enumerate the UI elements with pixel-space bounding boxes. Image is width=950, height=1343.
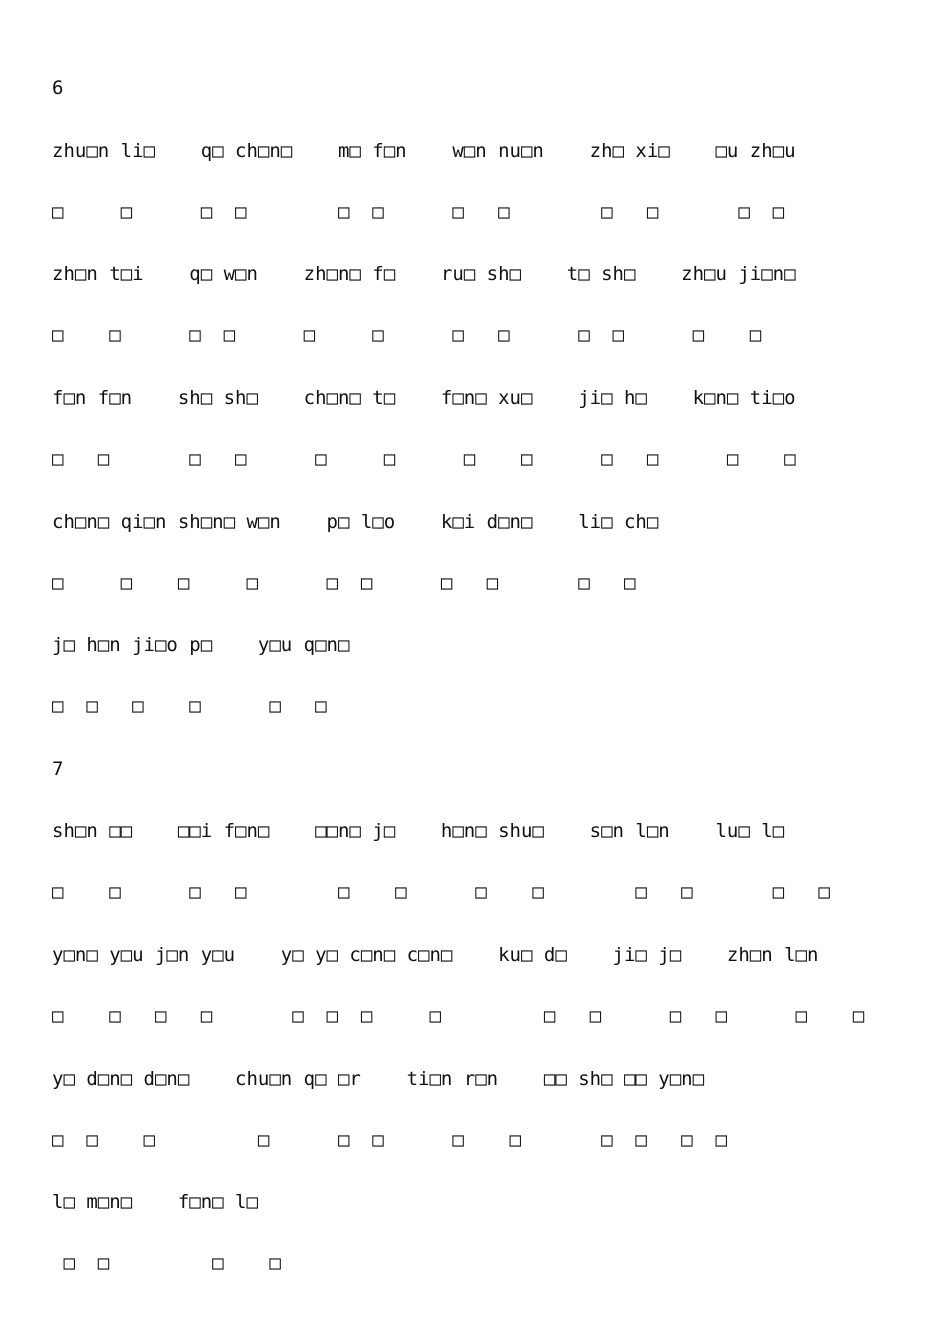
character-box-row: □ □ □ □ □ □ □ □ □ □ □ □ <box>52 324 762 346</box>
section-number: 7 <box>52 758 64 780</box>
character-box-row: □ □ □ □ □ □ □ □ □ □ <box>52 572 636 594</box>
character-box-row: □ □ □ □ □ □ □ □ □ □ □ □ <box>52 448 796 470</box>
character-box-row: □ □ □ □ □ □ <box>52 695 327 717</box>
pinyin-row: ch□n□ qi□n sh□n□ w□n p□ l□o k□i d□n□ li□ ch□ <box>52 511 659 533</box>
pinyin-row: y□ d□n□ d□n□ chu□n q□ □r ti□n r□n □□ sh□ □□ y□n□ <box>52 1068 705 1090</box>
character-box-row: □ □ □ □ <box>52 1252 281 1274</box>
section-number: 6 <box>52 77 64 99</box>
pinyin-row: f□n f□n sh□ sh□ ch□n□ t□ f□n□ xu□ ji□ h□ k□n□ ti□o <box>52 387 796 409</box>
character-box-row: □ □ □ □ □ □ □ □ □ □ □ □ □ □ <box>52 1005 865 1027</box>
pinyin-row: y□n□ y□u j□n y□u y□ y□ c□n□ c□n□ ku□ d□ ji□ j□ zh□n l□n <box>52 944 819 966</box>
character-box-row: □ □ □ □ □ □ □ □ □ □ □ □ <box>52 201 785 223</box>
pinyin-row: j□ h□n ji□o p□ y□u q□n□ <box>52 634 350 656</box>
character-box-row: □ □ □ □ □ □ □ □ □ □ □ □ <box>52 881 830 903</box>
pinyin-row: l□ m□n□ f□n□ l□ <box>52 1191 258 1213</box>
pinyin-row: zhu□n li□ q□ ch□n□ m□ f□n w□n nu□n zh□ xi□ □u zh□u <box>52 140 796 162</box>
pinyin-row: sh□n □□ □□i f□n□ □□n□ j□ h□n□ shu□ s□n l□n lu□ l□ <box>52 820 785 842</box>
character-box-row: □ □ □ □ □ □ □ □ □ □ □ □ <box>52 1129 727 1151</box>
pinyin-row: zh□n t□i q□ w□n zh□n□ f□ ru□ sh□ t□ sh□ zh□u ji□n□ <box>52 263 796 285</box>
